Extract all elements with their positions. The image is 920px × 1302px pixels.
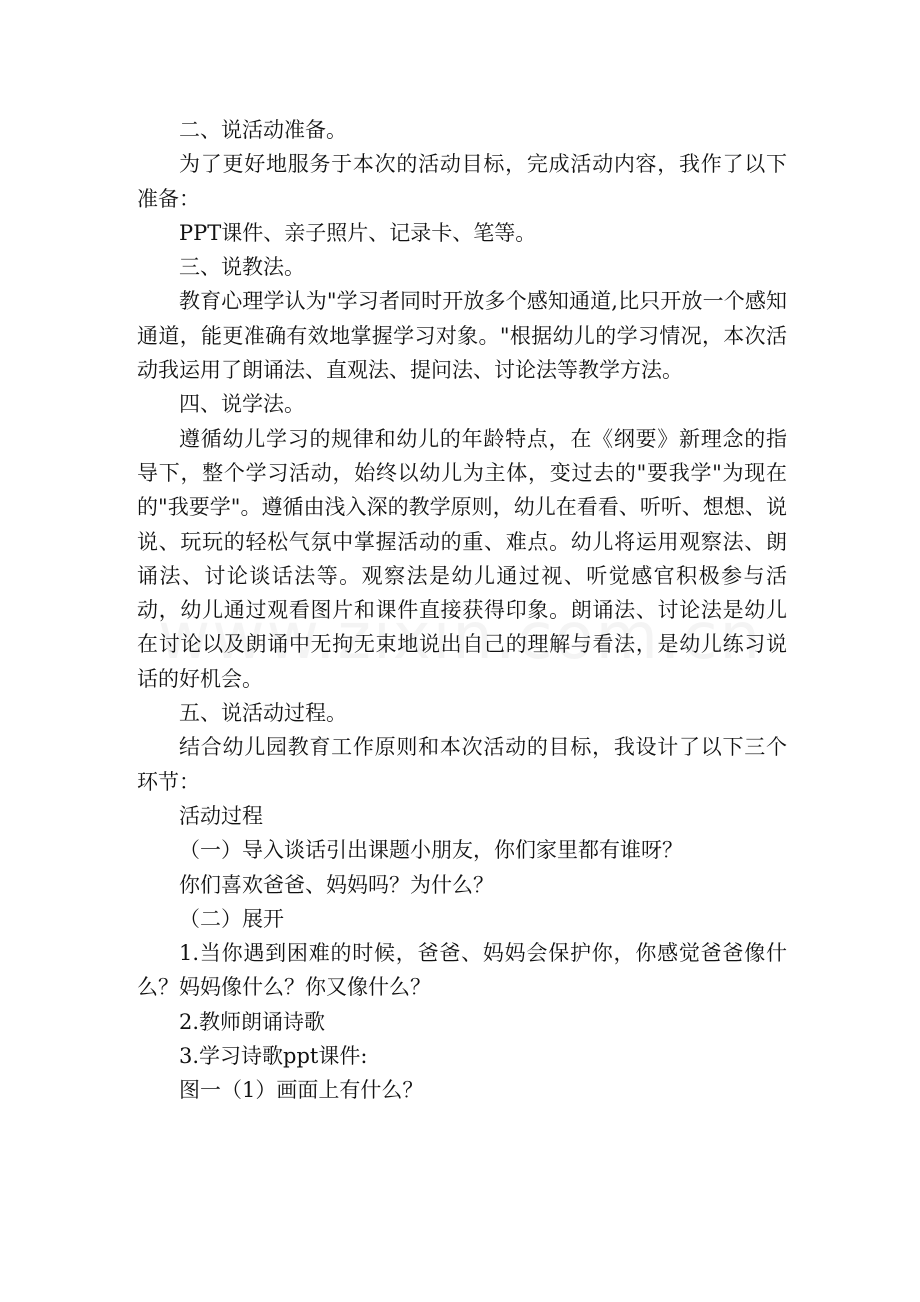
paragraph: PPT课件、亲子照片、记录卡、笔等。 bbox=[179, 220, 537, 245]
heading-learning-method: 四、说学法。 bbox=[179, 392, 305, 417]
list-item: 图一（1）画面上有什么？ bbox=[179, 1078, 424, 1103]
paragraph: 遵循幼儿学习的规律和幼儿的年龄特点，在《纲要》新理念的指导下，整个学习活动，始终以幼儿为主体，变过去的"要我学"为现在的"我要学"。遵循由浅入深的教学原则，幼儿在看看、听听、想想、说说、玩玩的轻松气氛中掌握活动的重、难点。幼儿将运用观察法、朗诵法、讨论谈话法等。观察法是幼儿通过视、听觉感官积极参与活动，幼儿通过观看图片和课件直接获得印象。朗诵法、讨论法是幼儿在讨论以及朗诵中无拘无束地说出自己的理解与看法，是幼儿练习说话的好机会。 bbox=[137, 426, 787, 691]
paragraph: 结合幼儿园教育工作原则和本次活动的目标，我设计了以下三个环节： bbox=[137, 735, 787, 794]
heading-activity-process: 五、说活动过程。 bbox=[179, 701, 347, 726]
list-item: 3.学习诗歌ppt课件: bbox=[179, 1044, 368, 1069]
heading-activity-preparation: 二、说活动准备。 bbox=[179, 118, 347, 142]
list-item: （一）导入谈话引出课题小朋友，你们家里都有谁呀？ bbox=[179, 838, 683, 863]
list-item: 1.当你遇到困难的时候，爸爸、妈妈会保护你，你感觉爸爸像什么？妈妈像什么？你又像什么？ bbox=[137, 941, 787, 1000]
paragraph: 教育心理学认为"学习者同时开放多个感知通道,比只开放一个感知通道，能更准确有效地掌握学习对象。"根据幼儿的学习情况，本次活动我运用了朗诵法、直观法、提问法、讨论法等教学方法。 bbox=[137, 289, 787, 383]
list-item: 你们喜欢爸爸、妈妈吗？为什么？ bbox=[179, 872, 494, 897]
heading-teaching-method: 三、说教法。 bbox=[179, 255, 305, 280]
paragraph: 为了更好地服务于本次的活动目标，完成活动内容，我作了以下准备： bbox=[137, 152, 787, 211]
list-item: 2.教师朗诵诗歌 bbox=[179, 1009, 326, 1034]
document-body bbox=[137, 113, 787, 1108]
subheading-activity-process: 活动过程 bbox=[179, 803, 263, 828]
list-item: （二）展开 bbox=[179, 906, 284, 931]
